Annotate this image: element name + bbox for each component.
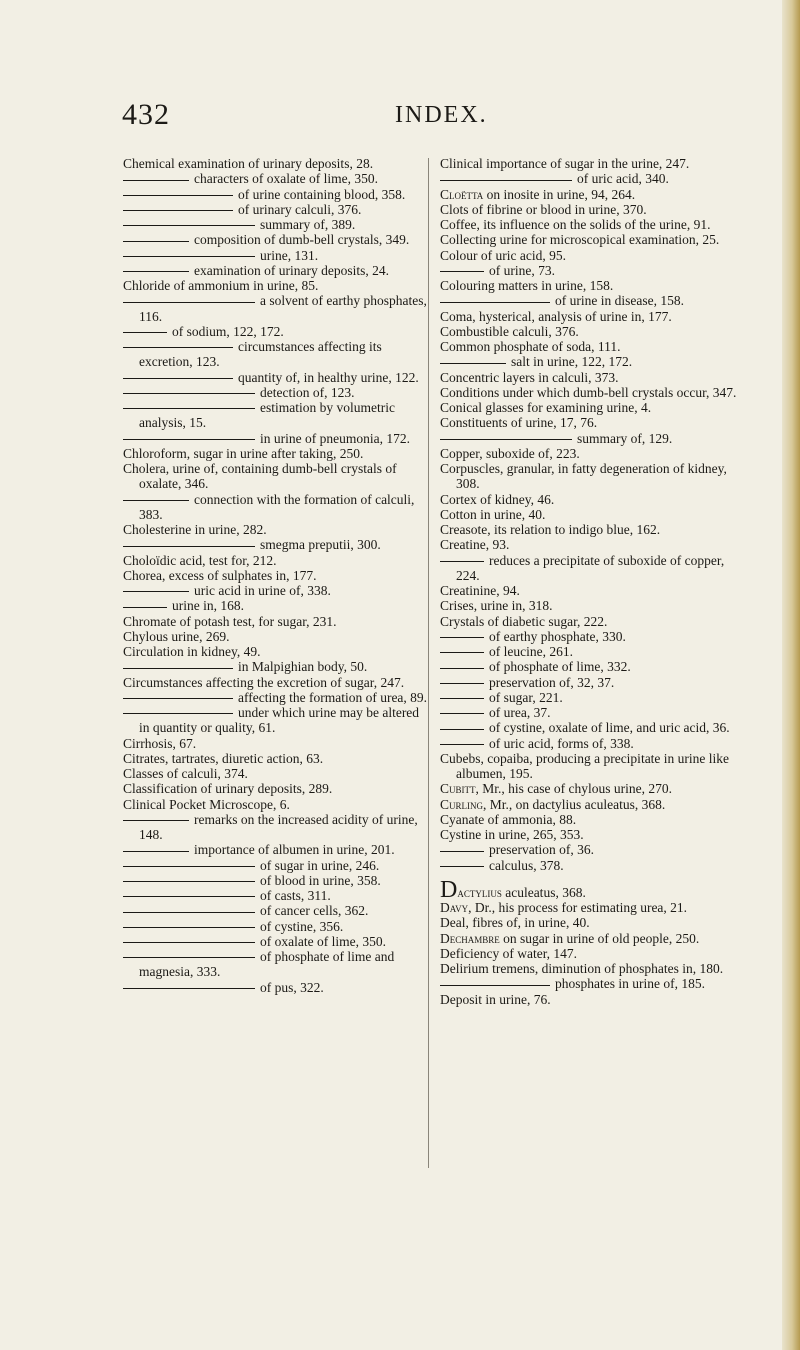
- ditto-rule: [123, 896, 255, 897]
- index-subentry: [123, 248, 429, 263]
- ditto-rule: [123, 180, 189, 181]
- index-subentry: [123, 232, 429, 247]
- index-entry: [123, 553, 429, 568]
- index-subentry: [440, 629, 746, 644]
- entry-text: of cancer cells, 362.: [260, 903, 369, 919]
- index-subentry: [440, 263, 746, 278]
- entry-text: circumstances affecting its excretion, 123.: [139, 339, 382, 370]
- ditto-rule: [123, 942, 255, 943]
- entry-text: summary of, 129.: [577, 430, 673, 446]
- index-entry: [123, 278, 429, 293]
- entry-text: summary of, 389.: [260, 217, 356, 232]
- ditto-rule: [123, 439, 255, 440]
- ditto-rule: [440, 561, 484, 562]
- entry-text: preservation of, 32, 37.: [489, 674, 615, 690]
- entry-text: Classes of calculi, 374.: [123, 766, 248, 781]
- entry-text: Citrates, tartrates, diuretic action, 63.: [123, 750, 324, 766]
- ditto-rule: [440, 729, 484, 730]
- index-entry: [123, 736, 429, 751]
- entry-text: examination of urinary deposits, 24.: [194, 262, 389, 278]
- index-entry: [440, 900, 746, 915]
- entry-text: quantity of, in healthy urine, 122.: [238, 369, 419, 385]
- index-column-right: [440, 156, 746, 1007]
- entry-text: of urine containing blood, 358.: [238, 186, 406, 202]
- ditto-rule: [440, 637, 484, 638]
- ditto-rule: [123, 881, 255, 882]
- entry-text: urine, 131.: [260, 247, 319, 263]
- entry-text: Cotton in urine, 40.: [440, 506, 546, 522]
- index-subentry: [123, 842, 429, 857]
- index-subentry: [440, 675, 746, 690]
- index-subentry: [440, 690, 746, 705]
- index-entry: [123, 797, 429, 812]
- index-subentry: [123, 324, 429, 339]
- entry-text: reduces a precipitate of suboxide of copper, 224.: [456, 552, 725, 583]
- index-entry: [440, 278, 746, 293]
- entry-text: Collecting urine for microscopical examination, 25.: [440, 232, 720, 248]
- entry-text: of uric acid, 340.: [577, 171, 669, 187]
- entry-name: Davy: [440, 900, 469, 915]
- index-entry: [440, 946, 746, 961]
- index-column-left: [123, 156, 429, 995]
- ditto-rule: [123, 195, 233, 196]
- index-subentry: [440, 720, 746, 735]
- entry-text: of oxalate of lime, 350.: [260, 933, 386, 949]
- ditto-rule: [440, 698, 484, 699]
- entry-text: Cortex of kidney, 46.: [440, 491, 555, 507]
- entry-text: of leucine, 261.: [489, 644, 573, 659]
- ditto-rule: [440, 271, 484, 272]
- entry-text: Conical glasses for examining urine, 4.: [440, 400, 652, 415]
- index-subentry: [123, 980, 429, 995]
- index-subentry: [123, 934, 429, 949]
- index-subentry: [123, 202, 429, 217]
- ditto-rule: [123, 271, 189, 272]
- ditto-rule: [123, 500, 189, 501]
- index-entry: [440, 598, 746, 613]
- index-entry: [440, 522, 746, 537]
- index-subentry: [440, 354, 746, 369]
- entry-text: Deal, fibres of, in urine, 40.: [440, 915, 590, 931]
- entry-text: Clinical Pocket Microscope, 6.: [123, 796, 290, 812]
- index-entry: [440, 248, 746, 263]
- entry-text: Classification of urinary deposits, 289.: [123, 781, 333, 797]
- index-entry: [440, 232, 746, 247]
- ditto-rule: [123, 927, 255, 928]
- ditto-rule: [123, 607, 167, 608]
- entry-text: remarks on the increased acidity of urine, 148.: [139, 811, 418, 842]
- entry-text: Creasote, its relation to indigo blue, 162.: [440, 522, 661, 537]
- entry-text: salt in urine, 122, 172.: [511, 354, 633, 370]
- index-subentry: [123, 187, 429, 202]
- index-entry: [440, 876, 746, 903]
- entry-text: Conditions under which dumb-bell crystals occur, 347.: [440, 384, 737, 400]
- entry-text: Copper, suboxide of, 223.: [440, 445, 580, 461]
- page-number: 432: [122, 98, 170, 131]
- index-subentry: [440, 644, 746, 659]
- entry-text: uric acid in urine of, 338.: [194, 583, 331, 598]
- entry-text: Common phosphate of soda, 111.: [440, 339, 621, 354]
- index-subentry: [440, 171, 746, 186]
- entry-text: Deposit in urine, 76.: [440, 991, 551, 1007]
- entry-name: Curling: [440, 796, 484, 812]
- index-entry: [440, 217, 746, 232]
- index-entry: [123, 156, 429, 171]
- entry-text: phosphates in urine of, 185.: [555, 976, 705, 992]
- index-entry: [440, 797, 746, 812]
- index-entry: [123, 446, 429, 461]
- index-subentry: [123, 690, 429, 705]
- entry-text: of blood in urine, 358.: [260, 872, 381, 888]
- entry-text: under which urine may be altered in quantity or quality, 61.: [139, 705, 420, 736]
- index-subentry: [123, 888, 429, 903]
- index-subentry: [123, 263, 429, 278]
- ditto-rule: [440, 683, 484, 684]
- index-entry: [123, 629, 429, 644]
- index-entry: [440, 339, 746, 354]
- entry-text: urine in, 168.: [172, 598, 244, 614]
- entry-text: of urine in disease, 158.: [555, 293, 684, 309]
- index-entry: [440, 400, 746, 415]
- ditto-rule: [123, 851, 189, 852]
- entry-text: , Dr., his process for estimating urea, 21.: [468, 900, 688, 915]
- ditto-rule: [123, 546, 255, 547]
- entry-text: preservation of, 36.: [489, 842, 594, 858]
- index-subentry: [123, 370, 429, 385]
- entry-text: of urinary calculi, 376.: [238, 201, 362, 217]
- ditto-rule: [123, 408, 255, 409]
- entry-text: of sugar, 221.: [489, 689, 563, 705]
- index-subentry: [123, 873, 429, 888]
- index-subentry: [123, 919, 429, 934]
- entry-text: in Malpighian body, 50.: [238, 659, 368, 675]
- index-entry: [440, 812, 746, 827]
- index-subentry: [440, 842, 746, 857]
- index-entry: [440, 961, 746, 976]
- entry-text: , Mr., his case of chylous urine, 270.: [475, 781, 672, 797]
- index-subentry: [123, 293, 429, 324]
- ditto-rule: [440, 851, 484, 852]
- entry-text: of pus, 322.: [260, 979, 324, 995]
- index-subentry: [440, 659, 746, 674]
- entry-text: Concentric layers in calculi, 373.: [440, 369, 619, 385]
- entry-text: aculeatus, 368.: [501, 884, 586, 900]
- index-subentry: [440, 976, 746, 991]
- entry-text: Combustible calculi, 376.: [440, 323, 579, 339]
- ditto-rule: [123, 210, 233, 211]
- entry-text: connection with the formation of calculi, 383.: [139, 491, 415, 522]
- entry-text: of sodium, 122, 172.: [172, 323, 284, 339]
- entry-text: Coffee, its influence on the solids of the urine, 91.: [440, 217, 711, 232]
- ditto-rule: [123, 332, 167, 333]
- entry-text: Creatine, 93.: [440, 537, 510, 553]
- ditto-rule: [440, 363, 506, 364]
- entry-text: Clots of fibrine or blood in urine, 370.: [440, 201, 647, 217]
- ditto-rule: [123, 866, 255, 867]
- ditto-rule: [123, 698, 233, 699]
- entry-text: affecting the formation of urea, 89.: [238, 689, 428, 705]
- index-entry: [440, 751, 746, 782]
- index-entry: [440, 324, 746, 339]
- index-entry: [440, 992, 746, 1007]
- ditto-rule: [440, 439, 572, 440]
- index-subentry: [123, 903, 429, 918]
- index-entry: [440, 507, 746, 522]
- entry-text: importance of albumen in urine, 201.: [194, 842, 395, 858]
- index-subentry: [440, 293, 746, 308]
- ditto-rule: [440, 713, 484, 714]
- index-subentry: [440, 736, 746, 751]
- entry-text: Cystine in urine, 265, 353.: [440, 827, 584, 842]
- index-subentry: [123, 385, 429, 400]
- entry-text: Colour of uric acid, 95.: [440, 247, 566, 263]
- index-subentry: [123, 400, 429, 431]
- ditto-rule: [440, 668, 484, 669]
- index-subentry: [440, 858, 746, 873]
- ditto-rule: [123, 393, 255, 394]
- entry-text: Cirrhosis, 67.: [123, 735, 197, 751]
- index-subentry: [123, 812, 429, 843]
- ditto-rule: [123, 591, 189, 592]
- index-entry: [123, 781, 429, 796]
- page-edge: [782, 0, 800, 1350]
- index-entry: [123, 766, 429, 781]
- index-entry: [123, 614, 429, 629]
- entry-text: of urine, 73.: [489, 262, 555, 278]
- ditto-rule: [123, 241, 189, 242]
- entry-text: Chloride of ammonium in urine, 85.: [123, 278, 319, 293]
- ditto-rule: [123, 225, 255, 226]
- index-subentry: [123, 171, 429, 186]
- ditto-rule: [123, 347, 233, 348]
- entry-text: detection of, 123.: [260, 384, 355, 400]
- index-subentry: [123, 583, 429, 598]
- index-subentry: [123, 431, 429, 446]
- index-entry: [123, 568, 429, 583]
- index-entry: [123, 461, 429, 492]
- entry-text: Cholesterine in urine, 282.: [123, 522, 267, 537]
- section-initial: D: [440, 876, 458, 903]
- entry-name: Cloëtta: [440, 186, 484, 202]
- index-entry: [440, 537, 746, 552]
- entry-text: of cystine, oxalate of lime, and uric acid, 36.: [489, 720, 730, 736]
- entry-text: Deficiency of water, 147.: [440, 945, 578, 961]
- entry-text: Cholera, urine of, containing dumb-bell crystals of oxalate, 346.: [123, 461, 397, 492]
- ditto-rule: [440, 985, 550, 986]
- index-entry: [440, 583, 746, 598]
- index-entry: [123, 644, 429, 659]
- index-entry: [440, 187, 746, 202]
- ditto-rule: [440, 302, 550, 303]
- entry-text: of casts, 311.: [260, 888, 331, 903]
- ditto-rule: [440, 652, 484, 653]
- ditto-rule: [440, 180, 572, 181]
- index-subentry: [123, 492, 429, 523]
- page-header: [0, 98, 800, 138]
- ditto-rule: [440, 744, 484, 745]
- index-subentry: [123, 705, 429, 736]
- entry-text: a solvent of earthy phosphates, 116.: [139, 293, 427, 324]
- ditto-rule: [440, 866, 484, 867]
- index-entry: [440, 614, 746, 629]
- index-subentry: [123, 858, 429, 873]
- entry-text: Coma, hysterical, analysis of urine in, 177.: [440, 308, 672, 324]
- entry-text: on sugar in urine of old people, 250.: [499, 930, 700, 946]
- index-entry: [123, 675, 429, 690]
- entry-text: Delirium tremens, diminution of phosphates in, 180.: [440, 961, 724, 976]
- entry-text: on inosite in urine, 94, 264.: [483, 186, 636, 202]
- ditto-rule: [123, 957, 255, 958]
- entry-text: Clinical importance of sugar in the urine, 247.: [440, 156, 690, 171]
- entry-text: composition of dumb-bell crystals, 349.: [194, 232, 410, 248]
- entry-text: Chemical examination of urinary deposits, 28.: [123, 156, 374, 171]
- ditto-rule: [123, 820, 189, 821]
- index-entry: [440, 309, 746, 324]
- entry-text: smegma preputii, 300.: [260, 537, 381, 553]
- entry-text: Creatinine, 94.: [440, 583, 520, 598]
- index-entry: [440, 446, 746, 461]
- entry-name: Cubitt: [440, 781, 476, 797]
- entry-text: Cyanate of ammonia, 88.: [440, 811, 577, 827]
- index-subentry: [440, 705, 746, 720]
- entry-text: Corpuscles, granular, in fatty degeneration of kidney, 308.: [440, 461, 727, 492]
- column-divider: [428, 158, 429, 1168]
- index-entry: [440, 370, 746, 385]
- index-subentry: [123, 537, 429, 552]
- entry-text: Cubebs, copaiba, producing a precipitate in urine like albumen, 195.: [440, 750, 730, 781]
- ditto-rule: [123, 302, 255, 303]
- entry-name: actylius: [457, 884, 502, 900]
- index-entry: [123, 522, 429, 537]
- index-subentry: [123, 217, 429, 232]
- index-entry: [440, 827, 746, 842]
- ditto-rule: [123, 713, 233, 714]
- index-entry: [123, 751, 429, 766]
- entry-text: Circulation in kidney, 49.: [123, 644, 261, 659]
- ditto-rule: [123, 988, 255, 989]
- index-subentry: [123, 949, 429, 980]
- entry-name: Dechambre: [440, 930, 500, 946]
- entry-text: characters of oxalate of lime, 350.: [194, 171, 379, 187]
- ditto-rule: [123, 668, 233, 669]
- entry-text: of sugar in urine, 246.: [260, 857, 380, 873]
- entry-text: Chylous urine, 269.: [123, 628, 230, 644]
- entry-text: Chorea, excess of sulphates in, 177.: [123, 567, 317, 583]
- ditto-rule: [123, 256, 255, 257]
- entry-text: in urine of pneumonia, 172.: [260, 430, 410, 446]
- index-subentry: [123, 339, 429, 370]
- index-subentry: [440, 431, 746, 446]
- index-entry: [440, 156, 746, 171]
- entry-text: Constituents of urine, 17, 76.: [440, 415, 598, 431]
- ditto-rule: [123, 912, 255, 913]
- entry-text: of cystine, 356.: [260, 918, 344, 934]
- index-subentry: [123, 598, 429, 613]
- entry-text: calculus, 378.: [489, 857, 564, 873]
- entry-text: Crystals of diabetic sugar, 222.: [440, 613, 608, 629]
- index-entry: [440, 385, 746, 400]
- entry-text: Chloroform, sugar in urine after taking, 250.: [123, 445, 364, 461]
- entry-text: Colouring matters in urine, 158.: [440, 278, 614, 293]
- index-entry: [440, 415, 746, 430]
- index-subentry: [123, 659, 429, 674]
- index-entry: [440, 202, 746, 217]
- index-entry: [440, 915, 746, 930]
- entry-text: Chromate of potash test, for sugar, 231.: [123, 613, 337, 629]
- entry-text: Choloïdic acid, test for, 212.: [123, 552, 277, 568]
- index-subentry: [440, 553, 746, 584]
- entry-text: of urea, 37.: [489, 705, 551, 720]
- index-entry: [440, 492, 746, 507]
- page-title: INDEX.: [395, 102, 488, 128]
- entry-text: Circumstances affecting the excretion of sugar, 247.: [123, 674, 405, 690]
- letter-section-gap: [440, 873, 746, 883]
- entry-text: , Mr., on dactylius aculeatus, 368.: [483, 796, 666, 812]
- index-entry: [440, 461, 746, 492]
- entry-text: estimation by volumetric analysis, 15.: [139, 400, 395, 431]
- entry-text: Crises, urine in, 318.: [440, 598, 553, 614]
- ditto-rule: [123, 378, 233, 379]
- entry-text: of phosphate of lime and magnesia, 333.: [139, 949, 395, 980]
- entry-text: of earthy phosphate, 330.: [489, 628, 626, 644]
- index-entry: [440, 931, 746, 946]
- index-entry: [440, 781, 746, 796]
- entry-text: of uric acid, forms of, 338.: [489, 735, 634, 751]
- entry-text: of phosphate of lime, 332.: [489, 659, 631, 675]
